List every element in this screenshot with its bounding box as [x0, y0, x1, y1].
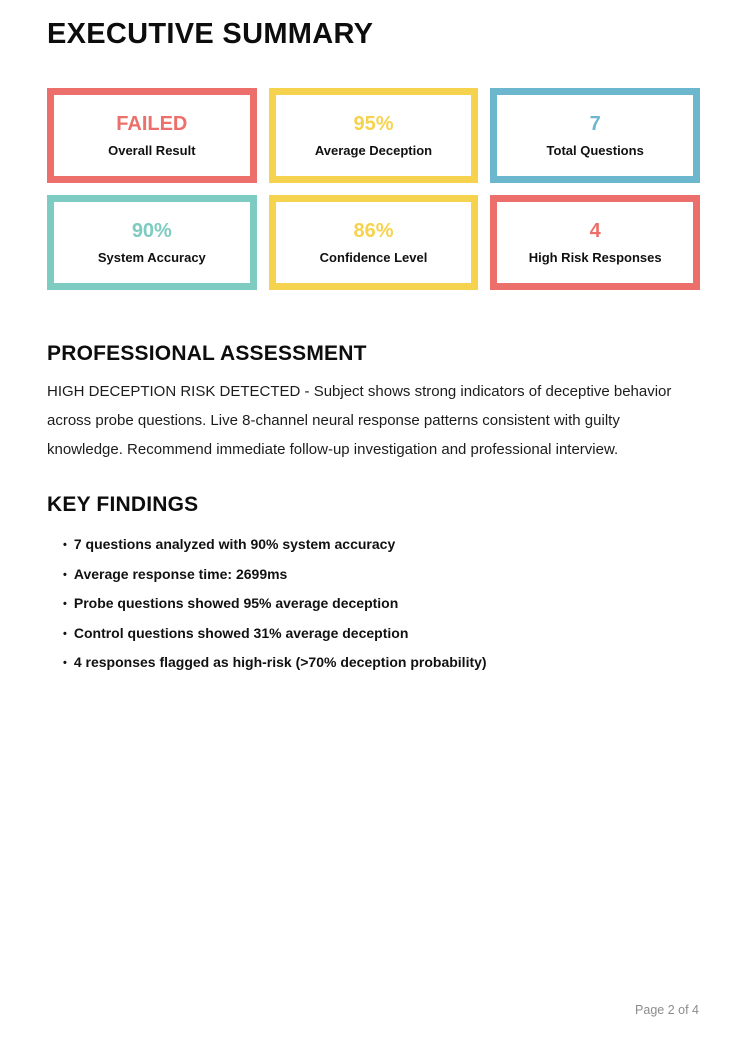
metric-label: Confidence Level: [319, 250, 428, 265]
bullet-icon: •: [63, 568, 67, 581]
metric-value: 95%: [353, 113, 394, 135]
finding-item: [63, 560, 700, 590]
bullet-icon: •: [63, 598, 67, 610]
metric-card-confidence-level: [269, 195, 479, 290]
assessment-body: HIGH DECEPTION RISK DETECTED - Subject shows strong indicators of deceptive behavior across probe questions. Live 8-channel neural response patterns consistent with guilty knowledge. Recommend immediate follow-up investigation and professional interview.: [47, 383, 672, 458]
finding-item: [63, 619, 700, 649]
metric-label: Overall Result: [108, 143, 196, 158]
metric-value: 86%: [353, 220, 394, 242]
metric-value: 90%: [131, 220, 172, 242]
metric-card-total-questions: [490, 88, 700, 183]
key-findings-heading: KEY FINDINGS: [47, 493, 199, 516]
metric-value: FAILED: [116, 113, 188, 135]
page-number: Page 2 of 4: [635, 1003, 699, 1017]
metric-label: Total Questions: [546, 143, 644, 158]
finding-text: Average response time: 2699ms: [73, 565, 288, 582]
metrics-grid: [47, 88, 700, 290]
metric-label: High Risk Responses: [528, 250, 662, 265]
bullet-icon: •: [63, 657, 67, 669]
metric-card-system-accuracy: [47, 195, 257, 290]
finding-text: 4 responses flagged as high-risk (>70% deception probability): [73, 654, 487, 670]
metric-card-overall-result: [47, 88, 257, 183]
finding-item: [63, 589, 700, 619]
metric-label: Average Deception: [314, 143, 433, 158]
bullet-icon: •: [63, 539, 67, 551]
bullet-icon: •: [63, 627, 67, 640]
finding-text: Probe questions showed 95% average deception: [73, 595, 399, 611]
metric-card-average-deception: [269, 88, 479, 183]
key-findings-list: [47, 530, 700, 678]
assessment-heading: PROFESSIONAL ASSESSMENT: [47, 342, 367, 365]
metric-label: System Accuracy: [97, 250, 206, 265]
finding-item: [63, 530, 700, 560]
metric-value: 7: [589, 113, 601, 135]
metric-value: 4: [589, 220, 601, 242]
page-title: EXECUTIVE SUMMARY: [47, 18, 374, 50]
metric-card-high-risk-responses: [490, 195, 700, 290]
finding-text: 7 questions analyzed with 90% system accuracy: [73, 536, 396, 552]
finding-text: Control questions showed 31% average deception: [73, 624, 409, 641]
finding-item: [63, 648, 700, 678]
